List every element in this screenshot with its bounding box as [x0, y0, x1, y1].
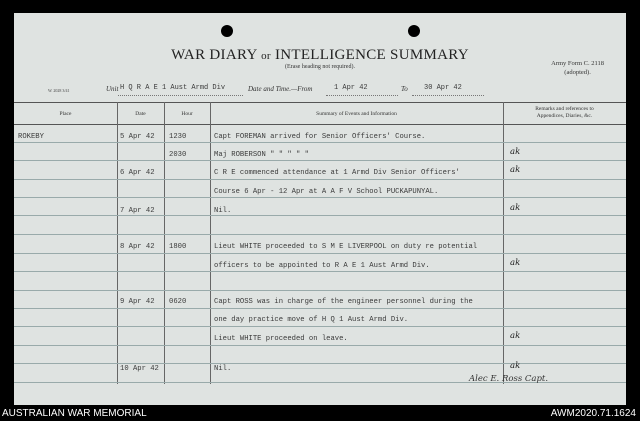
army-form-ref — [551, 59, 604, 77]
unit-dotted-line — [118, 95, 243, 96]
unit-value: H Q R A E 1 Aust Armd Div — [120, 84, 226, 92]
row-rule — [14, 326, 626, 327]
col-header-hour: Hour — [181, 111, 193, 117]
col-header-remarks — [503, 106, 626, 120]
row-rule — [14, 271, 626, 272]
row-date: 9 Apr 42 — [120, 298, 155, 306]
row-remark-initials: ak — [510, 147, 521, 157]
row-rule — [14, 179, 626, 180]
footer-accession-number: AWM2020.71.1624 — [550, 408, 636, 419]
remarks-line-2: Appendices, Diaries, &c. — [536, 113, 593, 119]
date-to-dotted-line — [412, 95, 484, 96]
row-summary: Lieut WHITE proceeded to S M E LIVERPOOL on duty re potential — [214, 243, 478, 251]
row-date: 10 Apr 42 — [120, 365, 159, 373]
row-summary: Nil. — [214, 207, 232, 215]
diary-sheet — [14, 13, 626, 405]
title-war-diary: WAR DIARY — [171, 47, 258, 63]
to-label: To — [401, 85, 408, 93]
row-hour: 2030 — [169, 151, 187, 159]
title-intelligence-summary: INTELLIGENCE SUMMARY — [274, 47, 469, 63]
table-top-rule — [14, 102, 626, 103]
date-from-value: 1 Apr 42 — [334, 84, 368, 92]
date-to-value: 30 Apr 42 — [424, 84, 462, 92]
row-remark-initials: ak — [510, 331, 521, 341]
col-divider — [210, 102, 211, 384]
form-adopted: (adopted). — [564, 69, 591, 76]
row-date: 8 Apr 42 — [120, 243, 155, 251]
row-hour: 1230 — [169, 133, 187, 141]
col-divider — [503, 102, 504, 384]
col-header-date: Date — [135, 111, 146, 117]
col-header-place: Place — [59, 111, 72, 117]
row-rule — [14, 142, 626, 143]
date-label: Date and Time.—From — [248, 85, 313, 93]
row-summary: Nil. — [214, 365, 232, 373]
row-summary: Capt FOREMAN arrived for Senior Officers' Course. — [214, 133, 426, 141]
row-summary: Capt ROSS was in charge of the engineer personnel during the — [214, 298, 473, 306]
row-rule — [14, 290, 626, 291]
row-rule — [14, 197, 626, 198]
row-rule — [14, 253, 626, 254]
row-rule — [14, 215, 626, 216]
col-divider — [117, 102, 118, 384]
row-summary: Maj ROBERSON " " " " " — [214, 151, 309, 159]
punch-hole — [408, 25, 420, 37]
row-summary: officers to be appointed to R A E 1 Aust Armd Div. — [214, 262, 430, 270]
form-number: Army Form C. 2118 — [551, 60, 604, 67]
row-place: ROKEBY — [18, 133, 44, 141]
row-date: 5 Apr 42 — [120, 133, 155, 141]
remarks-line-1: Remarks and references to — [535, 106, 594, 112]
row-date: 7 Apr 42 — [120, 207, 155, 215]
row-remark-initials: ak — [510, 258, 521, 268]
row-summary: Lieut WHITE proceeded on leave. — [214, 335, 348, 343]
row-date: 6 Apr 42 — [120, 169, 155, 177]
date-from-dotted-line — [326, 95, 398, 96]
row-rule — [14, 308, 626, 309]
page-title — [14, 47, 626, 64]
row-summary: one day practice move of H Q 1 Aust Armd Div. — [214, 316, 409, 324]
row-summary: C R E commenced attendance at 1 Armd Div Senior Officers' — [214, 169, 460, 177]
punch-hole — [221, 25, 233, 37]
unit-label: Unit — [106, 85, 119, 93]
row-rule — [14, 345, 626, 346]
row-remark-initials: ak — [510, 361, 521, 371]
col-header-summary: Summary of Events and Information — [316, 111, 397, 117]
print-ref: W. 2028 3/41 — [48, 88, 70, 93]
row-remark-initials: ak — [510, 165, 521, 175]
footer-institution: AUSTRALIAN WAR MEMORIAL — [2, 408, 147, 419]
row-rule — [14, 234, 626, 235]
row-rule — [14, 160, 626, 161]
row-hour: 1800 — [169, 243, 187, 251]
row-summary: Course 6 Apr - 12 Apr at A A F V School PUCKAPUNYAL. — [214, 188, 439, 196]
officer-signature: Alec E. Ross Capt. — [469, 374, 549, 384]
row-remark-initials: ak — [510, 203, 521, 213]
col-divider — [164, 102, 165, 384]
page-subtitle: (Erase heading not required). — [285, 64, 355, 70]
header-bottom-rule — [14, 124, 626, 125]
title-or: or — [261, 50, 271, 62]
row-rule — [14, 363, 626, 364]
row-hour: 0620 — [169, 298, 187, 306]
